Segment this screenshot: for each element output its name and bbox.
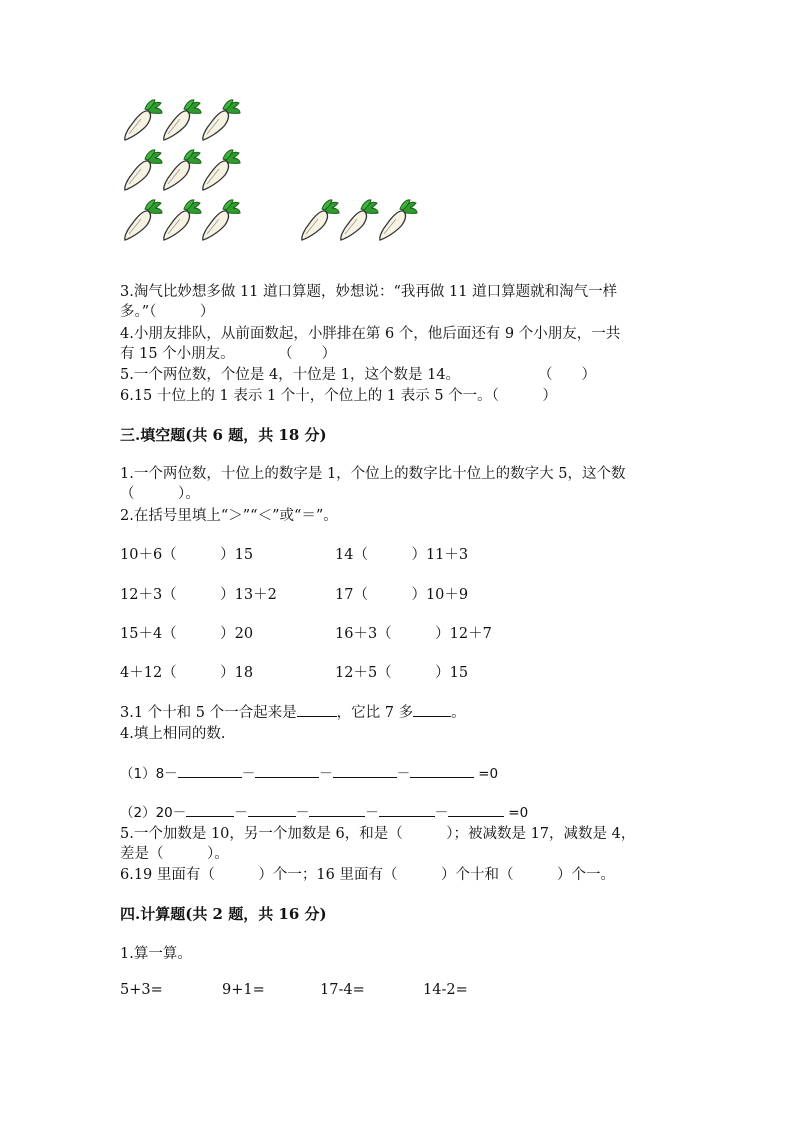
compare-item: 16＋3（ ）12＋7 — [335, 626, 492, 642]
radish-icon — [298, 197, 340, 241]
row1-label: （1）8－ — [120, 766, 178, 782]
answer-blank[interactable] — [248, 804, 296, 817]
minus-sign: － — [295, 805, 310, 821]
answer-blank[interactable] — [309, 804, 365, 817]
minus-sign: － — [319, 766, 333, 782]
radish-icon — [121, 197, 163, 241]
tf-q4-line2: 有 15 个小朋友。 （ ） — [120, 346, 337, 362]
equals-zero: =0 — [508, 805, 529, 821]
answer-blank[interactable] — [413, 704, 451, 717]
tf-q6: 6.15 十位上的 1 表示 1 个十，个位上的 1 表示 5 个一。（ ） — [120, 388, 557, 404]
answer-blank[interactable] — [410, 765, 474, 778]
compare-item: 4＋12（ ）18 — [120, 665, 254, 681]
minus-sign: － — [434, 805, 449, 821]
equals-zero: =0 — [478, 766, 499, 782]
s3-q3-text-c: 。 — [451, 705, 466, 721]
radish-icon — [160, 197, 202, 241]
answer-blank[interactable] — [186, 804, 234, 817]
s3-q2: 2.在括号里填上“＞”“＜”或“＝”。 — [120, 508, 338, 524]
radish-icon — [199, 147, 241, 191]
s3-q3-text-a: 3.1 个十和 5 个一合起来是 — [120, 705, 297, 721]
minus-sign: － — [241, 766, 256, 782]
tf-q3-line2: 多。”（ ） — [120, 304, 215, 320]
minus-sign: － — [234, 805, 248, 821]
compare-item: 15＋4（ ）20 — [120, 626, 254, 642]
radish-icon — [160, 97, 202, 141]
radish-icon — [376, 197, 418, 241]
calc-item: 17-4= — [320, 982, 365, 998]
radish-icon — [199, 197, 241, 241]
answer-blank[interactable] — [255, 765, 319, 778]
compare-item: 12＋3（ ）13＋2 — [120, 587, 277, 603]
radish-icon — [199, 97, 241, 141]
compare-item: 14（ ）11＋3 — [335, 547, 469, 563]
s3-q3-text-b: ，它比 7 多 — [336, 705, 414, 721]
radish-icon — [337, 197, 379, 241]
s4-q1: 1.算一算。 — [120, 946, 192, 962]
minus-sign: － — [396, 766, 411, 782]
s3-q1-line2: （ ）。 — [120, 486, 200, 502]
answer-blank[interactable] — [178, 765, 242, 778]
s3-q4-row2 — [120, 801, 528, 821]
calc-item: 5+3= — [120, 982, 163, 998]
compare-item: 12＋5（ ）15 — [335, 665, 469, 681]
answer-blank[interactable] — [379, 804, 435, 817]
answer-blank[interactable] — [297, 704, 337, 717]
tf-q5: 5.一个两位数，个位是 4，十位是 1，这个数是 14。 — [120, 367, 461, 383]
row2-label: （2）20－ — [120, 805, 187, 821]
radish-icon — [121, 97, 163, 141]
calc-item: 9+1= — [222, 982, 265, 998]
compare-item: 17（ ）10＋9 — [335, 587, 469, 603]
tf-q4-line1: 4.小朋友排队，从前面数起，小胖排在第 6 个，他后面还有 9 个小朋友，一共 — [120, 326, 621, 342]
answer-blank[interactable] — [448, 804, 504, 817]
tf-q3-line1: 3.淘气比妙想多做 11 道口算题，妙想说：“我再做 11 道口算题就和淘气一样 — [120, 284, 618, 300]
minus-sign: － — [365, 805, 379, 821]
section4-heading: 四.计算题(共 2 题，共 16 分) — [120, 905, 327, 923]
s3-q4-row1 — [120, 762, 498, 782]
radish-icon — [160, 147, 202, 191]
radish-icon — [121, 147, 163, 191]
s3-q5-line1: 5.一个加数是 10，另一个加数是 6，和是（ ）；被减数是 17，减数是 4， — [120, 826, 636, 842]
s3-q6: 6.19 里面有（ ）个一；16 里面有（ ）个十和（ ）个一。 — [120, 867, 615, 883]
s3-q3 — [120, 701, 466, 722]
answer-blank[interactable] — [333, 765, 397, 778]
tf-q5-paren: （ ） — [538, 367, 596, 383]
s3-q5-line2: 差是（ ）。 — [120, 846, 229, 862]
compare-item: 10＋6（ ）15 — [120, 547, 254, 563]
s3-q1-line1: 1.一个两位数，十位上的数字是 1，个位上的数字比十位上的数字大 5，这个数 — [120, 466, 626, 482]
calc-item: 14-2= — [423, 982, 468, 998]
section3-heading: 三.填空题(共 6 题，共 18 分) — [120, 426, 327, 444]
s3-q4: 4.填上相同的数. — [120, 726, 226, 742]
